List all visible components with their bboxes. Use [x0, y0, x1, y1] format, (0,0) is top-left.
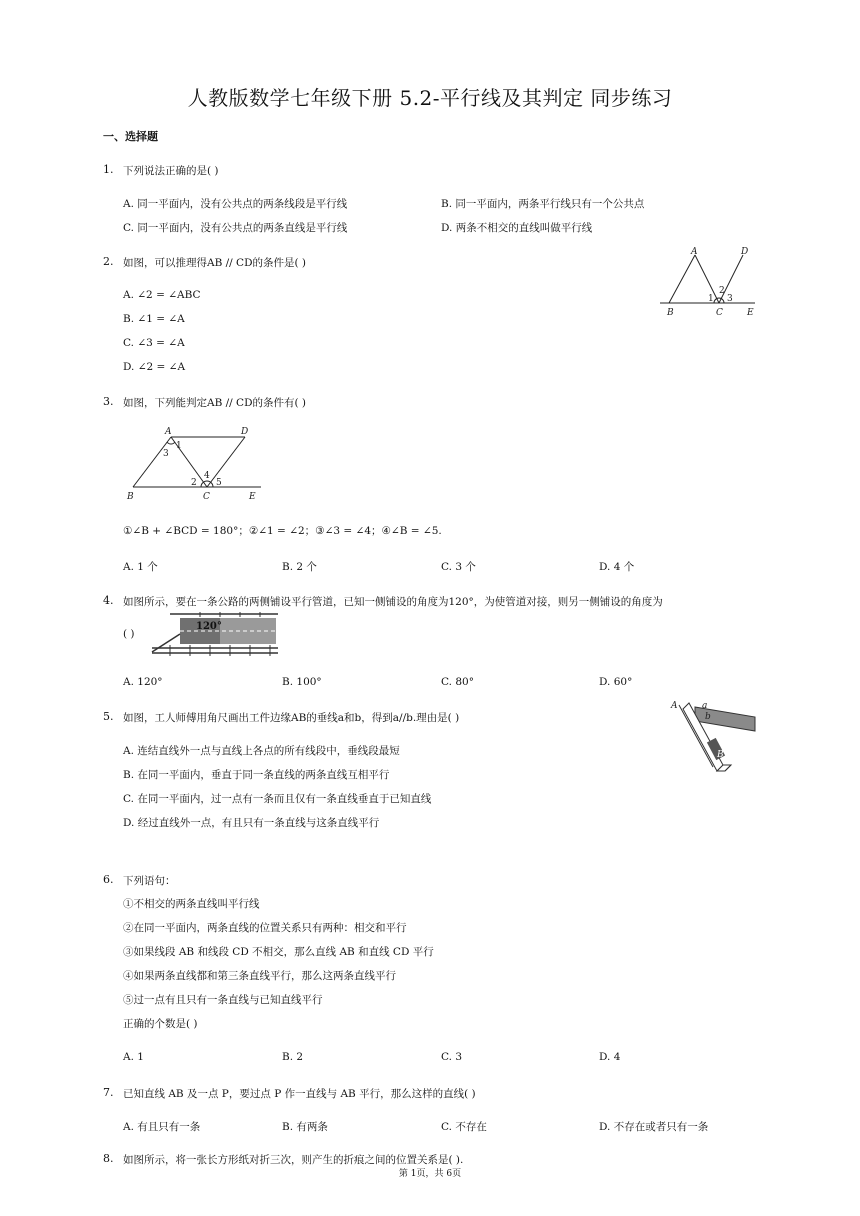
statement-3: ③如果线段 AB 和线段 CD 不相交，那么直线 AB 和直线 CD 平行 [123, 946, 434, 958]
label-d: D [241, 427, 249, 437]
angle-3: 3 [163, 449, 169, 459]
question-ask: 正确的个数是( ) [123, 1018, 198, 1030]
option-c[interactable]: C. 不存在 [441, 1121, 487, 1133]
figure-q4 [150, 612, 278, 660]
angle-3: 3 [727, 294, 733, 304]
label-B: B [717, 750, 724, 760]
option-c[interactable]: C. 在同一平面内，过一点有一条而且仅有一条直线垂直于已知直线 [123, 793, 432, 805]
question-stem: 如图所示，将一张长方形纸对折三次，则产生的折痕之间的位置关系是( ). [123, 1154, 464, 1166]
option-d[interactable]: D. 60° [599, 676, 633, 688]
option-a[interactable]: A. 1 个 [123, 561, 158, 573]
option-c[interactable]: C. ∠3 = ∠A [123, 337, 185, 349]
option-c[interactable]: C. 3 [441, 1051, 463, 1063]
section-heading: 一、选择题 [103, 130, 158, 143]
question-number: 1. [103, 163, 114, 176]
figure-q5 [665, 695, 765, 783]
question-stem: 下列说法正确的是( ) [123, 165, 219, 177]
figure-q2 [655, 245, 765, 320]
option-c[interactable]: C. 同一平面内，没有公共点的两条直线是平行线 [123, 222, 348, 234]
answer-paren: ( ) [123, 628, 135, 640]
label-d: D [741, 247, 749, 257]
option-c[interactable]: C. 3 个 [441, 561, 476, 573]
question-number: 7. [103, 1086, 114, 1099]
option-d[interactable]: D. 两条不相交的直线叫做平行线 [441, 222, 593, 234]
option-d[interactable]: D. 4 [599, 1051, 621, 1063]
option-a[interactable]: A. ∠2 = ∠ABC [123, 289, 201, 301]
option-a[interactable]: A. 120° [123, 676, 163, 688]
option-d[interactable]: D. 不存在或者只有一条 [599, 1121, 709, 1133]
angle-1: 1 [176, 441, 182, 451]
label-a: A [691, 247, 698, 257]
option-a[interactable]: A. 连结直线外一点与直线上各点的所有线段中，垂线段最短 [123, 745, 400, 757]
statement-4: ④如果两条直线都和第三条直线平行，那么这两条直线平行 [123, 970, 396, 982]
angle-2: 2 [719, 286, 725, 296]
question-number: 5. [103, 710, 114, 723]
label-a: A [165, 427, 172, 437]
option-a[interactable]: A. 1 [123, 1051, 144, 1063]
statement-1: ①不相交的两条直线叫平行线 [123, 898, 260, 910]
question-number: 2. [103, 255, 114, 268]
question-stem: 如图，工人师傅用角尺画出工件边缘AB的垂线a和b，得到a//b.理由是( ) [123, 712, 460, 724]
option-d[interactable]: D. 4 个 [599, 561, 635, 573]
option-c[interactable]: C. 80° [441, 676, 474, 688]
option-b[interactable]: B. 100° [282, 676, 322, 688]
question-number: 4. [103, 594, 114, 607]
question-stem: 如图，下列能判定AB // CD的条件有( ) [123, 397, 307, 409]
question-number: 3. [103, 395, 114, 408]
option-d[interactable]: D. ∠2 = ∠A [123, 361, 186, 373]
question-stem: 如图，可以推理得AB // CD的条件是( ) [123, 257, 307, 269]
angle-label: 120° [196, 621, 222, 632]
question-number: 8. [103, 1152, 114, 1165]
question-stem: 如图所示，要在一条公路的两侧铺设平行管道，已知一侧铺设的角度为120°，为使管道对接，则另一侧铺设的角度为 [123, 596, 663, 608]
statement-5: ⑤过一点有且只有一条直线与已知直线平行 [123, 994, 323, 1006]
label-e: E [249, 492, 256, 502]
statement-2: ②在同一平面内，两条直线的位置关系只有两种：相交和平行 [123, 922, 407, 934]
option-b[interactable]: B. 2 个 [282, 561, 317, 573]
label-a: a [702, 701, 708, 711]
figure-q3 [123, 423, 268, 505]
conditions: ①∠B + ∠BCD = 180°；②∠1 = ∠2；③∠3 = ∠4；④∠B = ∠5. [123, 525, 442, 537]
option-b[interactable]: B. ∠1 = ∠A [123, 313, 185, 325]
label-e: E [747, 308, 754, 318]
option-b[interactable]: B. 在同一平面内，垂直于同一条直线的两条直线互相平行 [123, 769, 390, 781]
label-b: B [127, 492, 134, 502]
question-stem: 已知直线 AB 及一点 P，要过点 P 作一直线与 AB 平行，那么这样的直线( ) [123, 1088, 476, 1100]
page-footer: 第 1页，共 6页 [398, 1169, 462, 1179]
angle-4: 4 [204, 471, 210, 481]
label-c: C [716, 308, 723, 318]
angle-5: 5 [216, 478, 222, 488]
option-a[interactable]: A. 同一平面内，没有公共点的两条线段是平行线 [123, 198, 348, 210]
page-title: 人教版数学七年级下册 5.2-平行线及其判定 同步练习 [187, 86, 673, 110]
label-A: A [671, 701, 678, 711]
option-a[interactable]: A. 有且只有一条 [123, 1121, 201, 1133]
option-b[interactable]: B. 同一平面内，两条平行线只有一个公共点 [441, 198, 645, 210]
label-b: b [705, 712, 711, 722]
label-b: B [667, 308, 674, 318]
question-stem: 下列语句： [123, 875, 176, 887]
label-c: C [203, 492, 210, 502]
question-number: 6. [103, 873, 114, 886]
angle-2: 2 [191, 478, 197, 488]
option-b[interactable]: B. 有两条 [282, 1121, 328, 1133]
option-b[interactable]: B. 2 [282, 1051, 304, 1063]
option-d[interactable]: D. 经过直线外一点，有且只有一条直线与这条直线平行 [123, 817, 380, 829]
angle-1: 1 [708, 294, 714, 304]
